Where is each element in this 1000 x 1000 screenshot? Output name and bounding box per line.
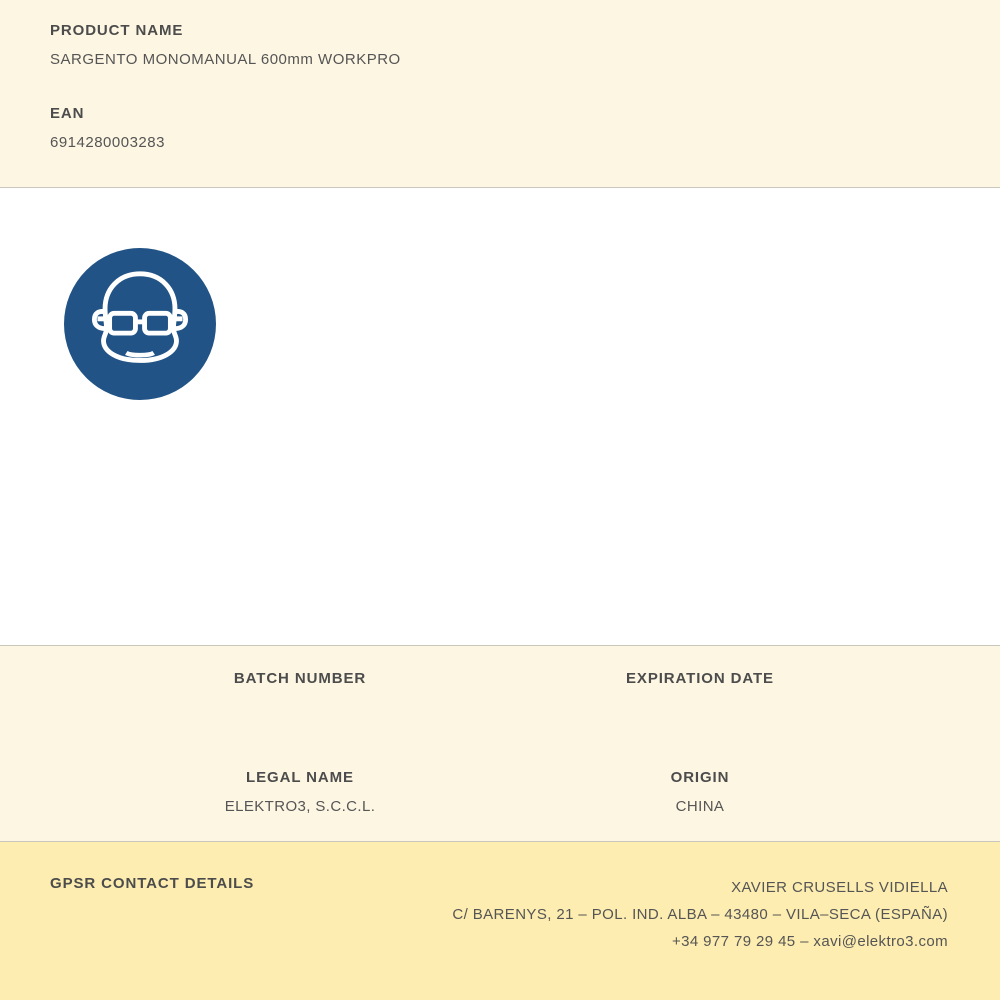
product-name-value: SARGENTO MONOMANUAL 600mm WORKPRO: [50, 51, 401, 68]
legal-name-value: ELEKTRO3, S.C.C.L.: [224, 798, 376, 815]
origin-cell: [500, 769, 900, 816]
gpsr-contact-label: GPSR CONTACT DETAILS: [50, 875, 255, 892]
expiration-date-value: [500, 699, 900, 717]
origin-label: ORIGIN: [670, 769, 730, 786]
gpsr-contact-address: C/ BARENYS, 21 – POL. IND. ALBA – 43480 – VILA–SECA (ESPAÑA): [452, 906, 948, 923]
gpsr-contact-phone-email: +34 977 79 29 45 – xavi@elektro3.com: [671, 933, 948, 950]
batch-number-label: BATCH NUMBER: [233, 670, 367, 687]
gpsr-contact-person: XAVIER CRUSELLS VIDIELLA: [731, 879, 948, 896]
ean-label: EAN: [50, 105, 85, 122]
pictogram-section: [0, 188, 1000, 646]
info-row-batch-expiration: [0, 670, 1000, 717]
expiration-date-label: EXPIRATION DATE: [626, 670, 774, 687]
legal-name-label: LEGAL NAME: [246, 769, 354, 786]
header-section: [0, 0, 1000, 188]
expiration-date-cell: [500, 670, 900, 717]
legal-name-cell: [100, 769, 500, 816]
ean-value: 6914280003283: [50, 134, 165, 151]
wear-eye-protection-icon: [64, 248, 216, 400]
product-name-label: PRODUCT NAME: [50, 22, 184, 39]
product-name-field: [50, 22, 950, 68]
gpsr-contact-section: [0, 842, 1000, 1000]
ean-field: [50, 105, 950, 151]
origin-value: CHINA: [675, 798, 725, 815]
batch-number-cell: [100, 670, 500, 717]
batch-number-value: [100, 699, 500, 717]
info-row-legal-origin: [0, 769, 1000, 816]
info-section: [0, 646, 1000, 842]
gpsr-contact-details: [452, 874, 948, 955]
